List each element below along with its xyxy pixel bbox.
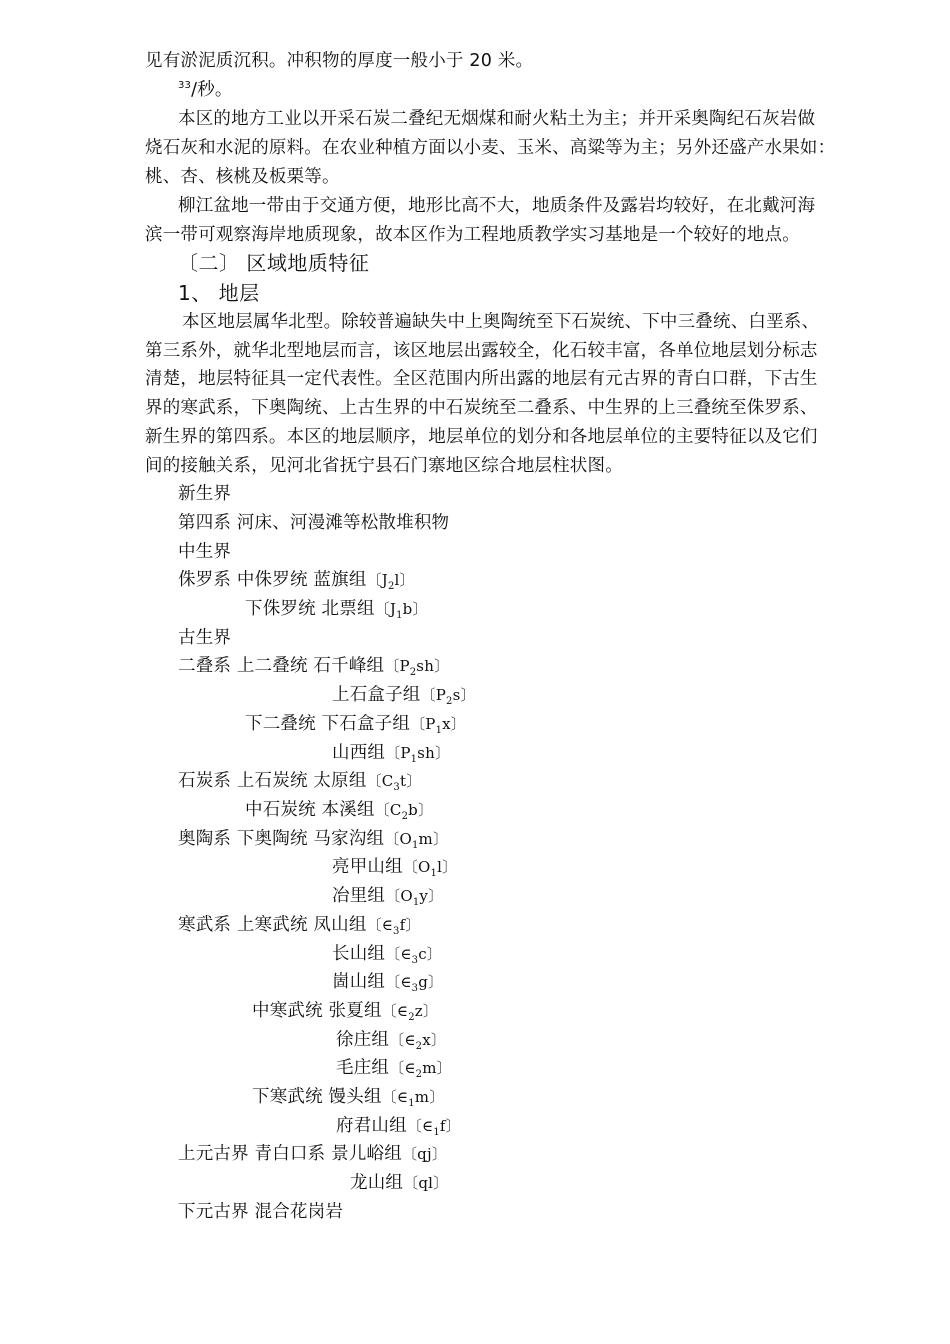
strata-item	[178, 539, 231, 565]
strata-item	[336, 1055, 452, 1081]
strata-item	[178, 768, 421, 794]
paragraph-line: 桃、杏、核桃及板栗等。	[145, 167, 340, 187]
strata-code: 〔$J_1b$〕	[374, 600, 428, 621]
strata-code: 〔$O_1m$〕	[384, 830, 449, 851]
strata-code: 〔$P_2sh$〕	[384, 657, 450, 678]
strata-item	[332, 941, 442, 967]
strata-item	[178, 826, 448, 852]
strata-label: 亮甲山组	[332, 857, 403, 877]
strata-paragraph-line: 本区地层属华北型。除较普遍缺失中上奥陶统至下石炭统、下中三叠统、白垩系、	[182, 312, 820, 332]
paragraph-line: 本区的地方工业以开采石炭二叠纪无烟煤和耐火粘土为主；并开采奥陶纪石灰岩做	[178, 109, 816, 129]
strata-label: 冶里组	[332, 886, 386, 906]
strata-label: 古生界	[178, 628, 232, 648]
section-heading: 〔二〕 区域地质特征	[178, 251, 370, 275]
strata-code: 〔$\in_1m$〕	[381, 1088, 445, 1109]
strata-label: 山西组	[332, 743, 386, 763]
strata-item	[336, 1027, 446, 1053]
strata-label: 寒武系 上寒武统 凤山组	[178, 915, 367, 935]
strata-item	[178, 1141, 447, 1167]
strata-item	[245, 797, 433, 823]
strata-label: 中石炭统 本溪组	[245, 800, 375, 820]
strata-item	[336, 1113, 461, 1139]
strata-label: 二叠系 上二叠统 石千峰组	[178, 656, 385, 676]
strata-item	[332, 883, 443, 909]
strata-item	[332, 682, 476, 708]
strata-code: 〔$O_1y$〕	[385, 887, 444, 908]
strata-item	[178, 567, 415, 593]
strata-label: 下侏罗统 北票组	[245, 599, 375, 619]
strata-code: 〔$\in_2m$〕	[389, 1059, 452, 1080]
strata-code: 〔$P_2s$〕	[420, 686, 476, 707]
paragraph-line: 柳江盆地一带由于交通方便，地形比高不大，地质条件及露岩均较好，在北戴河海	[178, 196, 816, 216]
strata-label: 下元古界 混合花岗岩	[178, 1202, 344, 1222]
strata-code: 〔$\in_1f$〕	[406, 1117, 461, 1138]
strata-label: 中寒武统 张夏组	[252, 1001, 382, 1021]
paragraph-line: 滨一带可观察海岸地质现象，故本区作为工程地质教学实习基地是一个较好的地点。	[145, 225, 800, 245]
strata-paragraph-line: 清楚，地层特征具一定代表性。全区范围内所出露的地层有元古界的青白口群，下古生	[145, 369, 818, 389]
strata-label: 徐庄组	[336, 1030, 390, 1050]
strata-code: 〔qj〕	[401, 1145, 448, 1163]
strata-code: 〔$P_1x$〕	[410, 715, 466, 736]
strata-code: 〔$O_1l$〕	[402, 858, 458, 879]
strata-code: 〔$\in_2x$〕	[389, 1031, 447, 1052]
strata-code: 〔$\in_3g$〕	[385, 973, 444, 994]
small-prefix: 33	[178, 80, 192, 92]
paragraph-line: 烧石灰和水泥的原料。在农业种植方面以小麦、玉米、高粱等为主；另外还盛产水果如：	[145, 138, 836, 158]
strata-item	[350, 1170, 448, 1196]
subsection-heading: 1、 地层	[178, 281, 260, 305]
strata-item	[245, 596, 428, 622]
strata-code: 〔$C_2b$〕	[374, 801, 434, 822]
strata-code: 〔$C_3t$〕	[366, 772, 422, 793]
strata-label: 上元古界 青白口系 景儿峪组	[178, 1144, 402, 1164]
strata-label: 石炭系 上石炭统 太原组	[178, 771, 367, 791]
strata-label: 第四系 河床、河漫滩等松散堆积物	[178, 513, 450, 533]
strata-item	[178, 653, 449, 679]
strata-label: 毛庄组	[336, 1058, 390, 1078]
strata-paragraph-line: 第三系外，就华北型地层而言，该区地层出露较全，化石较丰富，各单位地层划分标志	[145, 341, 818, 361]
strata-code: 〔$\in_3f$〕	[366, 916, 421, 937]
strata-item	[178, 625, 231, 651]
strata-label: 下二叠统 下石盒子组	[245, 714, 411, 734]
strata-item	[178, 510, 449, 536]
strata-label: 奥陶系 下奥陶统 马家沟组	[178, 829, 385, 849]
strata-label: 龙山组	[350, 1173, 404, 1193]
strata-label: 府君山组	[336, 1116, 407, 1136]
strata-code: 〔$\in_2z$〕	[381, 1002, 439, 1023]
strata-label: 中生界	[178, 542, 232, 562]
strata-paragraph-line: 间的接触关系，见河北省抚宁县石门寨地区综合地层柱状图。	[145, 456, 623, 476]
strata-code: 〔ql〕	[403, 1174, 449, 1192]
strata-item	[178, 481, 231, 507]
strata-item	[178, 1199, 343, 1225]
strata-item	[332, 740, 450, 766]
strata-item	[332, 969, 443, 995]
strata-label: 长山组	[332, 944, 386, 964]
strata-label: 新生界	[178, 484, 232, 504]
strata-paragraph-line: 新生界的第四系。本区的地层顺序，地层单位的划分和各地层单位的主要特征以及它们	[145, 427, 818, 447]
strata-item	[332, 854, 457, 880]
strata-item	[178, 912, 421, 938]
strata-label: 上石盒子组	[332, 685, 421, 705]
strata-code: 〔$\in_3c$〕	[385, 945, 442, 966]
strata-item	[245, 711, 466, 737]
strata-code: 〔$J_2l$〕	[366, 571, 415, 592]
paragraph-line: $^{33}$/秒。	[178, 80, 233, 100]
strata-item	[252, 1084, 444, 1110]
strata-label: 下寒武统 馒头组	[252, 1087, 382, 1107]
paragraph-line: 见有淤泥质沉积。冲积物的厚度一般小于 20 米。	[145, 51, 534, 71]
strata-item	[252, 998, 438, 1024]
strata-code: 〔$P_1sh$〕	[385, 744, 451, 765]
strata-label: 侏罗系 中侏罗统 蓝旗组	[178, 570, 367, 590]
strata-label: 崮山组	[332, 972, 386, 992]
strata-paragraph-line: 界的寒武系，下奥陶统、上古生界的中石炭统至二叠系、中生界的上三叠统至侏罗系、	[145, 398, 818, 418]
